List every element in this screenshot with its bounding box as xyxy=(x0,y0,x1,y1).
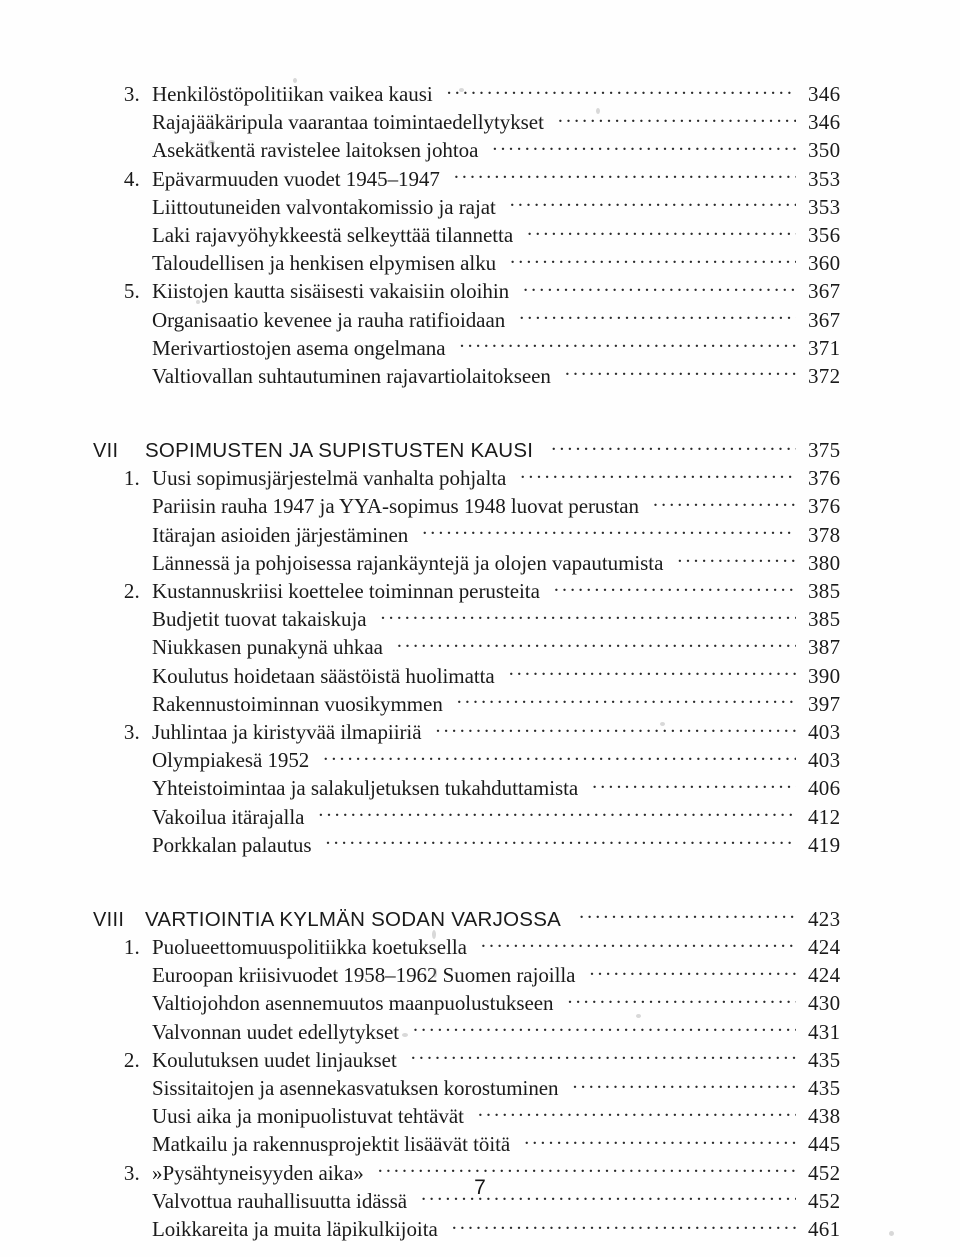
dot-leader xyxy=(527,226,796,242)
dot-leader xyxy=(397,638,796,654)
toc-entry-title: Itärajan asioiden järjestäminen xyxy=(152,522,409,547)
toc-part-numeral: VII xyxy=(93,440,119,463)
toc-entry-title: »Pysähtyneisyyden aika» xyxy=(152,1160,364,1185)
dot-leader xyxy=(524,1135,796,1151)
toc-list xyxy=(93,82,870,1245)
toc-entry[interactable] xyxy=(100,935,870,963)
toc-entry-page-number: 353 xyxy=(808,194,841,219)
toc-entry-title: Rakennustoiminnan vuosikymmen xyxy=(152,691,443,716)
dot-leader xyxy=(411,1051,796,1067)
toc-entry-number: 3. xyxy=(123,719,140,744)
toc-entry-title: Loikkareita ja muita läpikulkijoita xyxy=(152,1216,438,1241)
toc-entry-page-number: 445 xyxy=(808,1132,841,1157)
toc-entry-number: 4. xyxy=(123,166,140,191)
toc-entry-title: Merivartiostojen asema ongelmana xyxy=(152,335,446,360)
toc-entry-title: Budjetit tuovat takaiskuja xyxy=(152,607,367,632)
toc-entry-number xyxy=(100,1020,140,1045)
toc-entry-page-number: 346 xyxy=(808,82,841,106)
toc-entry[interactable] xyxy=(100,748,870,776)
toc-entry-number xyxy=(100,308,140,333)
toc-entry-number xyxy=(100,251,140,276)
toc-entry-number xyxy=(100,110,140,135)
toc-entry[interactable] xyxy=(100,364,870,392)
dot-leader xyxy=(452,1220,796,1236)
dot-leader xyxy=(413,1023,796,1039)
toc-entry-page-number: 461 xyxy=(808,1216,841,1241)
toc-entry-page-number: 380 xyxy=(808,550,841,575)
toc-part-numeral: VIII xyxy=(93,908,125,931)
toc-entry[interactable] xyxy=(100,805,870,833)
toc-entry[interactable] xyxy=(100,664,870,692)
dot-leader xyxy=(677,554,796,570)
toc-entry-page-number: 412 xyxy=(808,804,841,829)
toc-entry-number: 1. xyxy=(123,466,140,491)
dot-leader xyxy=(457,695,796,711)
toc-entry-page-number: 406 xyxy=(808,776,841,801)
toc-entry-title: Porkkalan palautus xyxy=(152,832,312,857)
toc-entry-title: Matkailu ja rakennusprojektit lisäävät töitä xyxy=(152,1132,511,1157)
toc-entry-number xyxy=(100,523,140,548)
toc-entry-title: Valvonnan uudet edellytykset xyxy=(152,1019,400,1044)
toc-entry-page-number: 375 xyxy=(808,438,841,463)
toc-entry-title: Kustannuskriisi koettelee toiminnan perusteita xyxy=(152,579,540,603)
scan-speckle xyxy=(889,1231,894,1236)
toc-entry-number xyxy=(100,607,140,632)
toc-entry[interactable] xyxy=(100,167,870,195)
toc-entry-page-number: 376 xyxy=(808,494,841,519)
toc-entry[interactable] xyxy=(100,1020,870,1048)
toc-entry-page-number: 353 xyxy=(808,166,841,191)
toc-entry-page-number: 376 xyxy=(808,466,841,491)
toc-entry-title: Laki rajavyöhykkeestä selkeyttää tilannetta xyxy=(152,222,514,247)
dot-leader xyxy=(435,723,796,739)
toc-entry-number xyxy=(100,991,140,1016)
toc-entry-title: Rajajääkäripula vaarantaa toimintaedellytykset xyxy=(152,110,544,135)
dot-leader xyxy=(520,469,796,485)
dot-leader xyxy=(523,282,796,298)
dot-leader xyxy=(573,1079,797,1095)
toc-entry-title: Uusi sopimusjärjestelmä vanhalta pohjalta xyxy=(152,466,507,491)
toc-entry-title: Epävarmuuden vuodet 1945–1947 xyxy=(152,166,440,191)
toc-entry-title: VARTIOINTIA KYLMÄN SODAN VARJOSSA xyxy=(145,907,562,931)
toc-entry[interactable] xyxy=(100,223,870,251)
toc-entry-page-number: 385 xyxy=(808,607,841,632)
toc-entry[interactable] xyxy=(100,1076,870,1104)
toc-entry-page-number: 438 xyxy=(808,1104,841,1129)
dot-leader xyxy=(519,311,796,327)
toc-entry-page-number: 356 xyxy=(808,222,841,247)
toc-entry-number xyxy=(100,364,140,389)
toc-entry[interactable] xyxy=(100,579,870,607)
toc-entry[interactable] xyxy=(100,551,870,579)
dot-leader xyxy=(492,141,796,157)
dot-leader xyxy=(579,910,796,926)
dot-leader xyxy=(478,1107,796,1123)
toc-entry-page-number: 430 xyxy=(808,991,841,1016)
toc-entry-title: Henkilöstöpolitiikan vaikea kausi xyxy=(152,82,433,106)
toc-entry-page-number: 350 xyxy=(808,138,841,163)
dot-leader xyxy=(325,836,796,852)
toc-entry-number xyxy=(100,494,140,519)
toc-entry-title: Pariisin rauha 1947 ja YYA-sopimus 1948 luovat perustan xyxy=(152,494,639,519)
toc-entry-title: Kiistojen kautta sisäisesti vakaisiin oloihin xyxy=(152,279,510,304)
toc-entry[interactable] xyxy=(100,635,870,663)
toc-part-heading[interactable] xyxy=(93,906,870,935)
dot-leader xyxy=(592,779,796,795)
toc-entry-title: Puolueettomuuspolitiikka koetuksella xyxy=(152,935,467,960)
toc-entry-page-number: 435 xyxy=(808,1047,841,1072)
dot-leader xyxy=(589,966,796,982)
toc-entry[interactable] xyxy=(100,279,870,307)
dot-leader xyxy=(565,367,796,383)
toc-entry-page-number: 403 xyxy=(808,748,841,773)
toc-entry-number xyxy=(100,664,140,689)
toc-entry[interactable] xyxy=(100,110,870,138)
toc-entry-title: Euroopan kriisivuodet 1958–1962 Suomen rajoilla xyxy=(152,963,576,988)
toc-entry[interactable] xyxy=(100,336,870,364)
toc-entry-page-number: 346 xyxy=(808,110,841,135)
toc-entry-page-number: 424 xyxy=(808,935,841,960)
dot-leader xyxy=(551,441,796,457)
toc-entry-title: Taloudellisen ja henkisen elpymisen alku xyxy=(152,251,497,276)
toc-entry-title: Vakoilua itärajalla xyxy=(152,804,305,829)
toc-entry-page-number: 387 xyxy=(808,635,841,660)
toc-entry-page-number: 435 xyxy=(808,1076,841,1100)
toc-entry[interactable] xyxy=(100,251,870,279)
toc-entry-title: Asekätkentä ravistelee laitoksen johtoa xyxy=(152,138,479,163)
dot-leader xyxy=(567,994,796,1010)
toc-entry-page-number: 403 xyxy=(808,719,841,744)
toc-entry-number xyxy=(100,692,140,717)
dot-leader xyxy=(481,938,796,954)
toc-entry[interactable] xyxy=(100,692,870,720)
toc-block xyxy=(93,438,870,861)
toc-entry-page-number: 360 xyxy=(808,251,841,276)
dot-leader xyxy=(653,497,796,513)
toc-entry-title: Lännessä ja pohjoisessa rajankäyntejä ja olojen vapautumista xyxy=(152,550,664,575)
toc-entry[interactable] xyxy=(100,138,870,166)
toc-entry-number xyxy=(100,195,140,220)
toc-entry-title: Liittoutuneiden valvontakomissio ja rajat xyxy=(152,194,496,219)
toc-entry-number xyxy=(100,551,140,576)
dot-leader xyxy=(510,254,796,270)
dot-leader xyxy=(323,751,796,767)
toc-entry[interactable] xyxy=(100,1132,870,1160)
toc-entry[interactable] xyxy=(100,1104,870,1132)
toc-entry-title: Niukkasen punakynä uhkaa xyxy=(152,635,383,660)
toc-entry-title: Valvottua rauhallisuutta idässä xyxy=(152,1188,408,1213)
toc-entry[interactable] xyxy=(100,720,870,748)
dot-leader xyxy=(454,170,796,186)
dot-leader xyxy=(447,85,796,101)
toc-entry-page-number: 397 xyxy=(808,691,841,716)
dot-leader xyxy=(459,339,796,355)
toc-entry-number xyxy=(100,1132,140,1157)
toc-entry-title: Sissitaitojen ja asennekasvatuksen korostuminen xyxy=(152,1076,559,1100)
toc-entry-page-number: 423 xyxy=(808,906,841,931)
dot-leader xyxy=(510,198,796,214)
toc-entry[interactable] xyxy=(100,82,870,110)
toc-entry-number xyxy=(100,1217,140,1242)
toc-entry-number xyxy=(100,223,140,248)
toc-entry-title: Koulutus hoidetaan säästöistä huolimatta xyxy=(152,663,495,688)
toc-entry-page-number: 419 xyxy=(808,832,841,857)
dot-leader xyxy=(509,667,796,683)
toc-entry-page-number: 378 xyxy=(808,522,841,547)
dot-leader xyxy=(422,526,796,542)
toc-entry[interactable] xyxy=(100,991,870,1019)
toc-entry[interactable] xyxy=(100,776,870,804)
toc-entry-number xyxy=(100,833,140,858)
toc-entry-page-number: 371 xyxy=(808,335,841,360)
toc-entry[interactable] xyxy=(100,466,870,494)
toc-entry-number xyxy=(100,635,140,660)
toc-entry-number xyxy=(100,963,140,988)
toc-entry-title: Valtiojohdon asennemuutos maanpuolustukseen xyxy=(152,991,554,1016)
toc-entry-number: 3. xyxy=(123,82,140,106)
toc-entry-page-number: 452 xyxy=(808,1160,841,1185)
toc-entry-page-number: 385 xyxy=(808,579,841,603)
toc-entry-number xyxy=(100,748,140,773)
toc-entry-title: Organisaatio kevenee ja rauha ratifioidaan xyxy=(152,307,506,332)
toc-entry-page-number: 431 xyxy=(808,1019,841,1044)
toc-entry[interactable] xyxy=(100,1048,870,1076)
toc-entry[interactable] xyxy=(100,963,870,991)
toc-entry-number: 1. xyxy=(123,935,140,960)
toc-entry-title: Juhlintaa ja kiristyvää ilmapiiriä xyxy=(152,719,422,744)
toc-entry-number xyxy=(100,805,140,830)
toc-entry-number: 3. xyxy=(123,1160,140,1185)
toc-entry-number xyxy=(100,1104,140,1129)
toc-entry-page-number: 424 xyxy=(808,963,841,988)
toc-entry-title: Yhteistoimintaa ja salakuljetuksen tukahduttamista xyxy=(152,776,579,801)
dot-leader xyxy=(554,582,796,598)
toc-entry[interactable] xyxy=(100,195,870,223)
toc-entry[interactable] xyxy=(100,523,870,551)
toc-entry[interactable] xyxy=(100,607,870,635)
toc-entry-page-number: 367 xyxy=(808,279,841,304)
dot-leader xyxy=(318,808,796,824)
toc-entry-page-number: 372 xyxy=(808,363,841,388)
toc-entry-page-number: 367 xyxy=(808,307,841,332)
toc-entry-page-number: 390 xyxy=(808,663,841,688)
toc-entry-title: Koulutuksen uudet linjaukset xyxy=(152,1047,397,1072)
page-folio: 7 xyxy=(474,1176,486,1199)
toc-entry-number xyxy=(100,336,140,361)
dot-leader xyxy=(381,610,797,626)
toc-entry-title: SOPIMUSTEN JA SUPISTUSTEN KAUSI xyxy=(145,439,534,463)
toc-part-heading[interactable] xyxy=(93,438,870,466)
toc-entry-number xyxy=(100,776,140,801)
toc-entry-page-number: 452 xyxy=(808,1188,841,1213)
toc-entry-number xyxy=(100,1076,140,1101)
toc-entry[interactable] xyxy=(100,494,870,522)
toc-block xyxy=(100,82,870,392)
toc-entry-number xyxy=(100,138,140,163)
toc-entry-number: 2. xyxy=(123,579,140,603)
toc-entry[interactable] xyxy=(100,1217,870,1245)
toc-entry-number: 2. xyxy=(123,1047,140,1072)
toc-entry-number: 5. xyxy=(123,279,140,304)
toc-entry-title: Valtiovallan suhtautuminen rajavartiolaitokseen xyxy=(152,363,551,388)
toc-entry[interactable] xyxy=(100,308,870,336)
toc-entry-title: Uusi aika ja monipuolistuvat tehtävät xyxy=(152,1104,464,1129)
dot-leader xyxy=(558,113,796,129)
toc-entry-title: Olympiakesä 1952 xyxy=(152,748,310,773)
toc-entry[interactable] xyxy=(100,833,870,861)
